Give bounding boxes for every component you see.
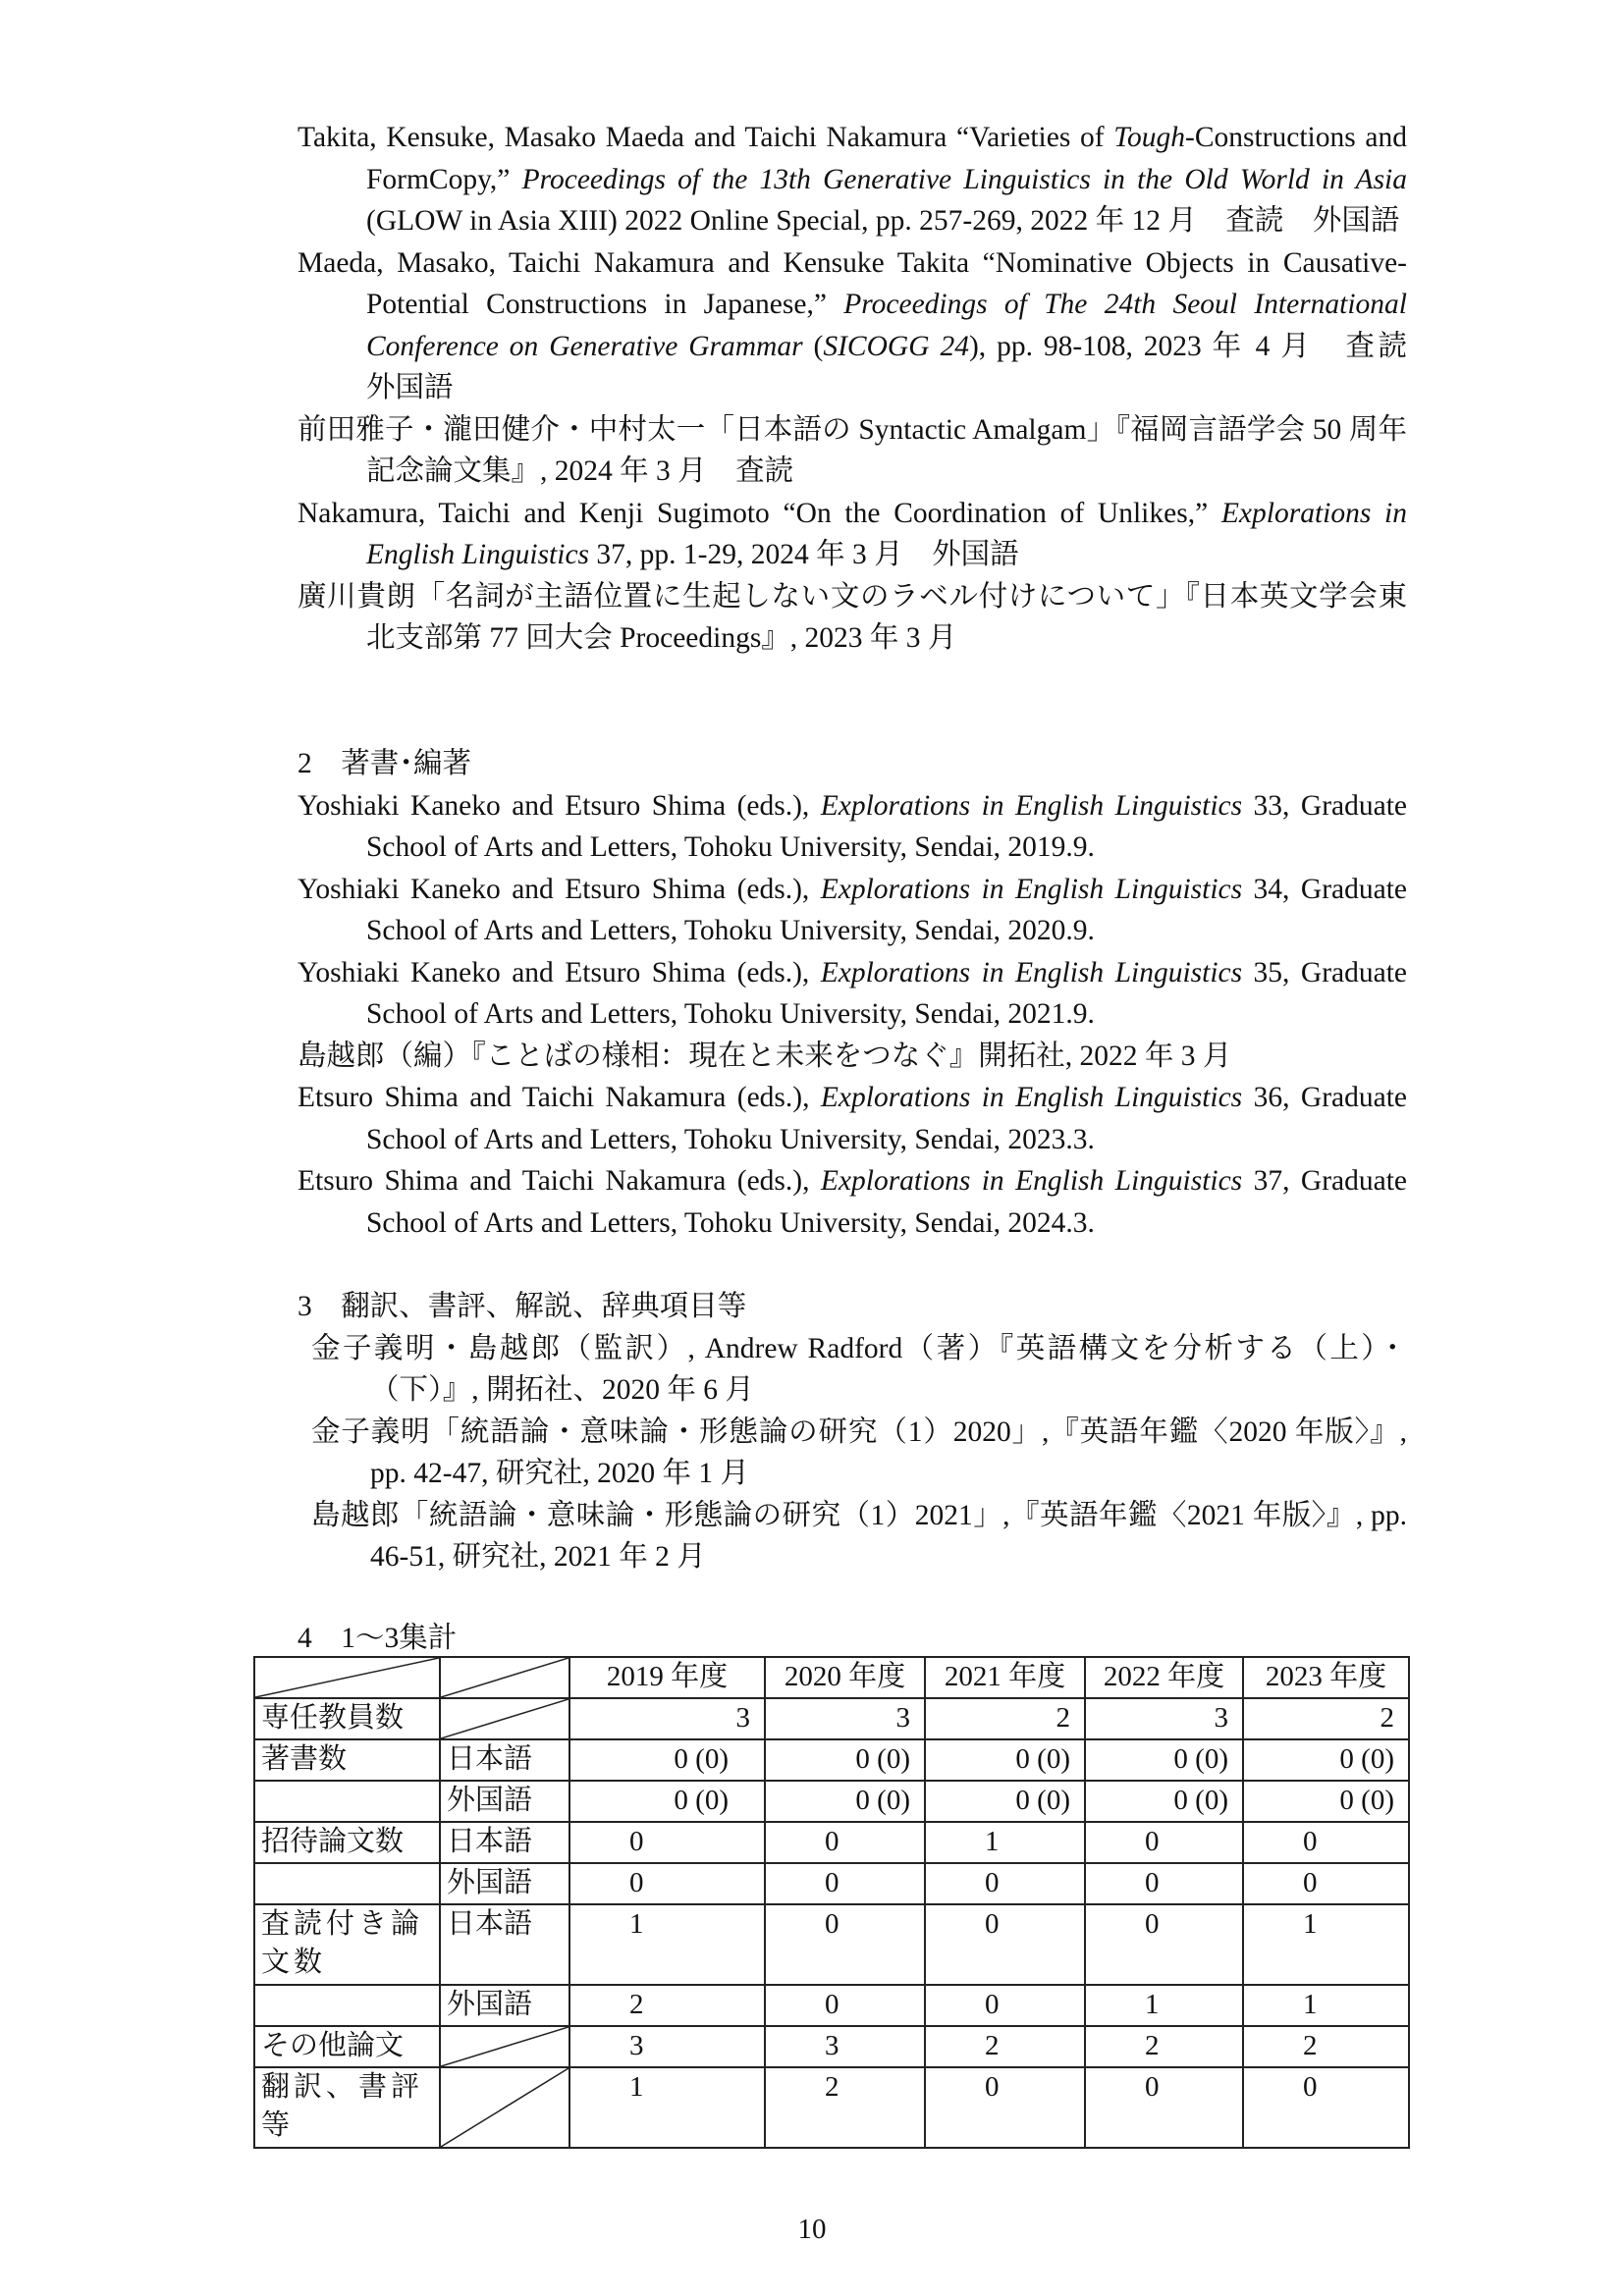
- row-sublabel: 日本語: [440, 1739, 569, 1781]
- table-cell: 2: [925, 2026, 1085, 2067]
- row-sublabel: 外国語: [440, 1781, 569, 1822]
- table-row: [254, 2026, 1409, 2067]
- reference-item: Yoshiaki Kaneko and Etsuro Shima (eds.), Explorations in English Linguistics 33, Graduate School of Arts and Letters, Tohoku University, Sendai, 2019.9.: [298, 789, 1407, 863]
- row-label: 専任教員数: [254, 1698, 440, 1739]
- section-heading: 3 翻訳、書評、解説、辞典項目等: [298, 1291, 747, 1322]
- table-cell: 2: [765, 2067, 925, 2148]
- table-cell: 0: [1243, 2067, 1409, 2148]
- table-cell: 3: [765, 2026, 925, 2067]
- table-cell: 3: [1085, 1698, 1243, 1739]
- table-row: [254, 1985, 1409, 2026]
- diagonal-cell: [254, 1657, 440, 1698]
- table-cell: 0: [1085, 1822, 1243, 1863]
- diagonal-cell: [440, 2067, 569, 2148]
- reference-item: Yoshiaki Kaneko and Etsuro Shima (eds.), Explorations in English Linguistics 34, Graduate School of Arts and Letters, Tohoku University, Sendai, 2020.9.: [298, 873, 1407, 946]
- table-cell: 1: [1243, 1904, 1409, 1985]
- reference-item: Takita, Kensuke, Masako Maeda and Taichi Nakamura “Varieties of Tough-Constructions and FormCopy,” Proceedings of the 13th Generative Linguistics in the Old World in Asia (GLOW in Asia XIII) 2022 Online Special, pp. 257-269, 2022 年 12 月 査読 外国語: [298, 122, 1408, 237]
- row-label: [254, 1985, 440, 2026]
- table-cell: 1: [1243, 1985, 1409, 2026]
- diagonal-cell: [440, 1657, 569, 1698]
- reference-item: 島越郎（編）『ことばの様相：現在と未来をつなぐ』開拓社, 2022 年 3 月: [298, 1040, 1232, 1072]
- table-cell: 1: [1085, 1985, 1243, 2026]
- table-cell: 2: [925, 1698, 1085, 1739]
- section-heading: 2 著書･編著: [298, 748, 472, 779]
- reference-item: Maeda, Masako, Taichi Nakamura and Kensuke Takita “Nominative Objects in Causative-Potential Constructions in Japanese,” Proceedings of The 24th Seoul International Conference on Generative Grammar (SICOGG 24), pp. 98-108, 2023 年 4 月 査読 外国語: [298, 246, 1436, 403]
- table-row: [254, 1698, 1409, 1739]
- table-cell: 3: [569, 1698, 765, 1739]
- reference-item: 廣川貴朗「名詞が主語位置に生起しない文のラベル付けについて」『日本英文学会東北支部第 77 回大会 Proceedings』, 2023 年 3 月: [298, 580, 1407, 654]
- table-cell: 0 (0): [1085, 1781, 1243, 1822]
- table-cell: 0 (0): [925, 1781, 1085, 1822]
- table-cell: 0: [1085, 1863, 1243, 1904]
- table-cell: 0: [765, 1985, 925, 2026]
- row-label: [254, 1863, 440, 1904]
- table-cell: 2: [1243, 2026, 1409, 2067]
- row-label: [254, 1781, 440, 1822]
- table-cell: 2: [569, 1985, 765, 2026]
- row-label: 査読付き論文数: [254, 1904, 440, 1985]
- table-cell: 1: [569, 2067, 765, 2148]
- table-cell: 1: [925, 1822, 1085, 1863]
- page-number: 10: [797, 2214, 827, 2245]
- table-cell: 0: [569, 1822, 765, 1863]
- table-cell: 0: [925, 1863, 1085, 1904]
- table-cell: 0 (0): [765, 1781, 925, 1822]
- table-cell: 0: [765, 1904, 925, 1985]
- reference-item: Nakamura, Taichi and Kenji Sugimoto “On the Coordination of Unlikes,” Explorations in English Linguistics 37, pp. 1-29, 2024 年 3 月 外国語: [298, 497, 1407, 570]
- reference-item: 金子義明「統語論・意味論・形態論の研究（1）2020」,『英語年鑑〈2020 年版〉』, pp. 42-47, 研究社, 2020 年 1 月: [311, 1415, 1407, 1489]
- year-header: 2023 年度: [1243, 1657, 1409, 1698]
- row-sublabel: 日本語: [440, 1822, 569, 1863]
- table-cell: 0: [1085, 2067, 1243, 2148]
- table-cell: 0: [925, 1985, 1085, 2026]
- reference-item: Etsuro Shima and Taichi Nakamura (eds.), Explorations in English Linguistics 37, Graduate School of Arts and Letters, Tohoku University, Sendai, 2024.3.: [298, 1165, 1408, 1239]
- summary-table: [253, 1656, 1410, 2149]
- row-label: 翻訳、書評等: [254, 2067, 440, 2148]
- table-cell: 0: [925, 1904, 1085, 1985]
- table-cell: 2: [1243, 1698, 1409, 1739]
- row-sublabel: 日本語: [440, 1904, 569, 1985]
- table-row: [254, 1904, 1409, 1985]
- section-heading: 4 1～3集計: [298, 1623, 458, 1654]
- table-cell: 0 (0): [569, 1781, 765, 1822]
- year-header: 2020 年度: [765, 1657, 925, 1698]
- table-cell: 2: [1085, 2026, 1243, 2067]
- table-row: [254, 1781, 1409, 1822]
- section-books: [298, 743, 1407, 1244]
- reference-item: 島越郎「統語論・意味論・形態論の研究（1）2021」,『英語年鑑〈2021 年版〉』, pp. 46-51, 研究社, 2021 年 2 月: [311, 1499, 1407, 1573]
- table-cell: 0: [569, 1863, 765, 1904]
- table-row: [254, 2067, 1409, 2148]
- table-cell: 0 (0): [1085, 1739, 1243, 1781]
- row-sublabel: 外国語: [440, 1985, 569, 2026]
- table-cell: 0 (0): [569, 1739, 765, 1781]
- table-cell: 0 (0): [925, 1739, 1085, 1781]
- table-cell: 0: [1243, 1822, 1409, 1863]
- table-cell: 0 (0): [765, 1739, 925, 1781]
- reference-item: 金子義明・島越郎（監訳）, Andrew Radford（著）『英語構文を分析する（上）・（下）』, 開拓社、2020 年 6 月: [311, 1332, 1407, 1406]
- reference-item: 前田雅子・瀧田健介・中村太一「日本語の Syntactic Amalgam」『福岡言語学会 50 周年記念論文集』, 2024 年 3 月 査読: [298, 413, 1407, 487]
- year-header: 2022 年度: [1085, 1657, 1243, 1698]
- table-cell: 0: [765, 1822, 925, 1863]
- table-cell: 0: [925, 2067, 1085, 2148]
- table-cell: 0 (0): [1243, 1781, 1409, 1822]
- row-label: 著書数: [254, 1739, 440, 1781]
- table-row: [254, 1822, 1409, 1863]
- reference-item: Etsuro Shima and Taichi Nakamura (eds.), Explorations in English Linguistics 36, Graduate School of Arts and Letters, Tohoku University, Sendai, 2023.3.: [298, 1082, 1408, 1155]
- diagonal-cell: [440, 1698, 569, 1739]
- year-header: 2021 年度: [925, 1657, 1085, 1698]
- year-header: 2019 年度: [569, 1657, 765, 1698]
- table-cell: 3: [569, 2026, 765, 2067]
- row-sublabel: 外国語: [440, 1863, 569, 1904]
- table-header-row: [254, 1657, 1409, 1698]
- row-label: 招待論文数: [254, 1822, 440, 1863]
- reference-list-papers: [298, 117, 1436, 660]
- reference-item: Yoshiaki Kaneko and Etsuro Shima (eds.), Explorations in English Linguistics 35, Graduate School of Arts and Letters, Tohoku University, Sendai, 2021.9.: [298, 956, 1407, 1030]
- table-row: [254, 1739, 1409, 1781]
- table-cell: 0: [765, 1863, 925, 1904]
- section-translations: [298, 1286, 1407, 1578]
- table-cell: 0 (0): [1243, 1739, 1409, 1781]
- table-row: [254, 1863, 1409, 1904]
- table-cell: 1: [569, 1904, 765, 1985]
- table-cell: 3: [765, 1698, 925, 1739]
- diagonal-cell: [440, 2026, 569, 2067]
- table-cell: 0: [1243, 1863, 1409, 1904]
- table-cell: 0: [1085, 1904, 1243, 1985]
- row-label: その他論文: [254, 2026, 440, 2067]
